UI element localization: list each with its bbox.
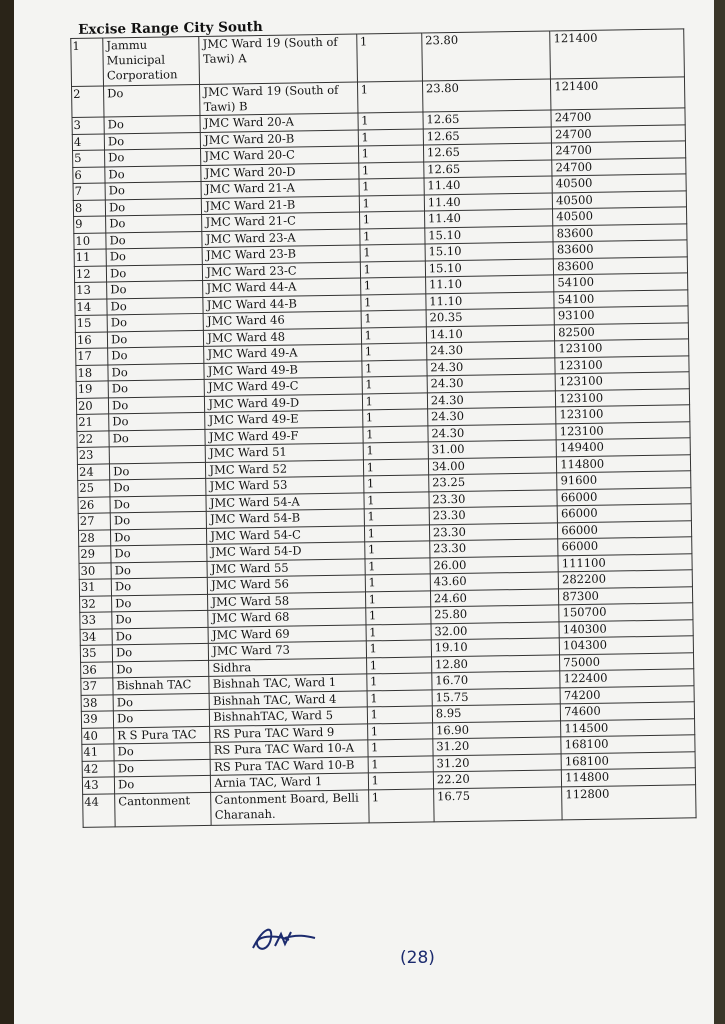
ward-name-cell: Sidhra [209,657,366,676]
count-cell: 1 [363,458,429,476]
row-number-cell: 4 [72,133,104,150]
count-cell: 1 [365,590,431,608]
row-number-cell: 19 [76,381,108,398]
count-cell: 1 [356,33,422,82]
count-cell: 1 [362,376,428,394]
row-number-cell: 12 [74,265,106,282]
ward-name-cell: JMC Ward 19 (South of Tawi) B [200,82,358,115]
ward-name-cell: JMC Ward 49-F [205,426,362,445]
count-cell: 1 [365,574,431,592]
ward-name-cell: RS Pura TAC Ward 9 [210,723,367,742]
value-cell: 19.10 [431,638,560,657]
value-cell: 24.30 [427,357,556,376]
ward-name-cell: JMC Ward 21-A [201,179,358,198]
ward-name-cell: JMC Ward 68 [208,608,365,627]
amount-cell: 114500 [561,718,695,737]
row-number-cell: 26 [78,496,110,513]
unit-name-cell: Do [106,231,203,249]
unit-name-cell: Do [104,84,201,117]
row-number-cell: 32 [80,595,112,612]
ward-name-cell: JMC Ward 56 [208,575,365,594]
ward-name-cell: Arnia TAC, Ward 1 [211,773,368,792]
amount-cell: 54100 [554,289,688,308]
count-cell: 1 [358,145,424,163]
amount-cell: 40500 [552,190,686,209]
ward-name-cell: JMC Ward 20-A [200,113,357,132]
count-cell: 1 [364,491,430,509]
count-cell: 1 [358,128,424,146]
value-cell: 23.30 [429,522,558,541]
count-cell: 1 [366,673,432,691]
row-number-cell: 2 [72,86,105,118]
row-number-cell: 15 [75,315,107,332]
value-cell: 23.80 [422,79,551,112]
unit-name-cell: Do [113,693,210,711]
amount-cell: 122400 [560,669,694,688]
unit-name-cell: Do [107,313,204,331]
row-number-cell: 11 [74,249,106,266]
unit-name-cell: Do [114,759,211,777]
row-number-cell: 25 [78,480,110,497]
value-cell: 31.20 [433,737,562,756]
row-number-cell: 10 [74,232,106,249]
count-cell: 1 [366,656,432,674]
page-number: (28) [400,948,435,968]
ward-name-cell: JMC Ward 49-B [204,360,361,379]
ward-name-cell: Bishnah TAC, Ward 1 [209,674,366,693]
ward-name-cell: JMC Ward 51 [206,443,363,462]
signature [245,920,325,960]
unit-name-cell: Do [113,709,210,727]
unit-name-cell: Do [106,264,203,282]
row-number-cell: 20 [76,397,108,414]
amount-cell: 24700 [551,124,685,143]
amount-cell: 24700 [551,108,685,127]
ward-name-cell: JMC Ward 48 [204,327,361,346]
amount-cell: 114800 [562,768,696,787]
value-cell: 12.65 [423,126,552,145]
count-cell: 1 [367,706,433,724]
ward-name-cell: JMC Ward 23-A [202,228,359,247]
amount-cell: 121400 [551,77,685,110]
row-number-cell: 7 [73,183,105,200]
value-cell: 8.95 [432,704,561,723]
row-number-cell: 8 [73,199,105,216]
row-number-cell: 5 [73,150,105,167]
unit-name-cell [109,445,206,463]
ward-name-cell: JMC Ward 53 [206,476,363,495]
count-cell: 1 [361,343,427,361]
amount-cell: 24700 [552,157,686,176]
row-number-cell: 16 [75,331,107,348]
amount-cell: 149400 [556,438,690,457]
count-cell: 1 [364,541,430,559]
value-cell: 43.60 [430,572,559,591]
ward-name-cell: JMC Ward 52 [206,459,363,478]
ward-name-cell: JMC Ward 49-C [205,377,362,396]
count-cell: 1 [359,178,425,196]
unit-name-cell: Do [114,742,211,760]
row-number-cell: 42 [82,760,114,777]
unit-name-cell: Do [106,247,203,265]
row-number-cell: 33 [80,612,112,629]
value-cell: 15.10 [425,225,554,244]
amount-cell: 83600 [553,240,687,259]
row-number-cell: 43 [82,777,114,794]
row-number-cell: 17 [76,348,108,365]
value-cell: 26.00 [430,555,559,574]
value-cell: 15.10 [425,258,554,277]
count-cell: 1 [361,359,427,377]
value-cell: 34.00 [428,456,557,475]
count-cell: 1 [360,277,426,295]
count-cell: 1 [363,425,429,443]
amount-cell: 83600 [553,223,687,242]
row-number-cell: 3 [72,117,104,134]
row-number-cell: 13 [75,282,107,299]
row-number-cell: 35 [80,645,112,662]
unit-name-cell: Do [113,660,210,678]
ward-name-cell: JMC Ward 46 [203,311,360,330]
count-cell: 1 [366,640,432,658]
row-number-cell: 38 [81,694,113,711]
ward-name-cell: JMC Ward 54-B [207,509,364,528]
count-cell: 1 [361,326,427,344]
ward-name-cell: JMC Ward 54-D [207,542,364,561]
row-number-cell: 44 [83,793,116,827]
unit-name-cell: Do [110,478,207,496]
count-cell: 1 [367,739,433,757]
amount-cell: 121400 [550,29,684,79]
ward-name-cell: JMC Ward 73 [209,641,366,660]
unit-name-cell: Do [105,148,202,166]
row-number-cell: 40 [82,727,114,744]
book-spine [0,0,14,1024]
amount-cell: 82500 [555,322,689,341]
amount-cell: 111100 [558,553,692,572]
value-cell: 24.30 [427,407,556,426]
row-number-cell: 37 [81,678,113,695]
count-cell: 1 [358,161,424,179]
row-number-cell: 31 [79,579,111,596]
value-cell: 32.00 [431,621,560,640]
ward-name-cell: RS Pura TAC Ward 10-A [210,740,367,759]
value-cell: 24.30 [427,390,556,409]
ward-name-cell: JMC Ward 20-B [201,129,358,148]
unit-name-cell: Do [114,775,211,793]
amount-cell: 66000 [558,537,692,556]
unit-name-cell: Do [107,297,204,315]
unit-name-cell: Do [112,643,209,661]
count-cell: 1 [368,788,434,822]
row-number-cell: 1 [71,38,104,86]
count-cell: 1 [357,81,423,113]
count-cell: 1 [360,293,426,311]
count-cell: 1 [366,623,432,641]
value-cell: 24.30 [428,423,557,442]
amount-cell: 74600 [561,702,695,721]
ward-name-cell: JMC Ward 19 (South of Tawi) A [199,34,357,84]
amount-cell: 123100 [555,372,689,391]
row-number-cell: 28 [78,529,110,546]
amount-cell: 87300 [559,586,693,605]
unit-name-cell: Do [107,280,204,298]
value-cell: 11.10 [425,275,554,294]
ward-name-cell: Bishnah TAC, Ward 4 [209,690,366,709]
unit-name-cell: Do [111,577,208,595]
value-cell: 11.40 [424,209,553,228]
amount-cell: 282200 [558,570,692,589]
value-cell: 16.75 [433,786,562,821]
unit-name-cell: Do [110,495,207,513]
value-cell: 16.70 [432,671,561,690]
unit-name-cell: Do [105,198,202,216]
row-number-cell: 14 [75,298,107,315]
ward-name-cell: JMC Ward 21-C [202,212,359,231]
row-number-cell: 36 [81,661,113,678]
count-cell: 1 [367,722,433,740]
value-cell: 24.30 [427,374,556,393]
row-number-cell: 41 [82,744,114,761]
row-number-cell: 39 [81,711,113,728]
amount-cell: 168100 [561,735,695,754]
amount-cell: 40500 [553,207,687,226]
unit-name-cell: Do [107,330,204,348]
unit-name-cell: Do [112,610,209,628]
count-cell: 1 [367,689,433,707]
value-cell: 23.30 [429,506,558,525]
page-header: Excise Range City South [77,18,263,38]
value-cell: 23.30 [429,489,558,508]
value-cell: 15.75 [432,687,561,706]
value-cell: 23.25 [429,473,558,492]
ward-name-cell: JMC Ward 21-B [202,195,359,214]
amount-cell: 83600 [554,256,688,275]
unit-name-cell: Do [110,511,207,529]
row-number-cell: 9 [74,216,106,233]
unit-name-cell: Do [106,214,203,232]
unit-name-cell: Do [112,594,209,612]
ward-name-cell: JMC Ward 23-C [203,261,360,280]
unit-name-cell: Do [109,412,206,430]
row-number-cell: 21 [77,414,109,431]
count-cell: 1 [365,557,431,575]
ward-name-cell: JMC Ward 49-A [204,344,361,363]
count-cell: 1 [359,227,425,245]
amount-cell: 123100 [555,339,689,358]
ward-name-cell: JMC Ward 49-E [205,410,362,429]
ward-name-cell: JMC Ward 44-B [203,294,360,313]
ward-name-cell: JMC Ward 69 [208,624,365,643]
amount-cell: 66000 [558,520,692,539]
count-cell: 1 [364,508,430,526]
amount-cell: 24700 [552,141,686,160]
table-body [71,29,696,827]
row-number-cell: 29 [79,546,111,563]
ward-name-cell: JMC Ward 54-C [207,525,364,544]
value-cell: 16.90 [432,720,561,739]
amount-cell: 123100 [556,388,690,407]
ward-name-cell: JMC Ward 58 [208,591,365,610]
value-cell: 12.65 [423,143,552,162]
count-cell: 1 [368,755,434,773]
amount-cell: 104300 [559,636,693,655]
amount-cell: 150700 [559,603,693,622]
count-cell: 1 [364,524,430,542]
unit-name-cell: Do [105,181,202,199]
count-cell: 1 [368,772,434,790]
amount-cell: 66000 [557,504,691,523]
unit-name-cell: Do [111,561,208,579]
amount-cell: 114800 [557,454,691,473]
value-cell: 12.65 [424,159,553,178]
unit-name-cell: Do [110,462,207,480]
amount-cell: 123100 [556,405,690,424]
amount-cell: 75000 [560,652,694,671]
amount-cell: 123100 [556,421,690,440]
count-cell: 1 [363,442,429,460]
value-cell: 11.40 [424,192,553,211]
unit-name-cell: Do [108,346,205,364]
ward-name-cell: JMC Ward 23-B [202,245,359,264]
value-cell: 24.30 [426,341,555,360]
unit-name-cell: Cantonment [115,792,212,827]
value-cell: 20.35 [426,308,555,327]
unit-name-cell: Do [108,363,205,381]
count-cell: 1 [360,260,426,278]
unit-name-cell: Do [112,627,209,645]
value-cell: 25.80 [431,605,560,624]
amount-cell: 54100 [554,273,688,292]
value-cell: 23.30 [430,539,559,558]
count-cell: 1 [360,244,426,262]
value-cell: 31.00 [428,440,557,459]
unit-name-cell: Do [109,429,206,447]
unit-name-cell: Bishnah TAC [113,676,210,694]
amount-cell: 93100 [554,306,688,325]
unit-name-cell: Do [108,396,205,414]
amount-cell: 168100 [561,751,695,770]
ward-name-cell: JMC Ward 55 [207,558,364,577]
ward-name-cell: BishnahTAC, Ward 5 [210,707,367,726]
licence-table [70,28,696,827]
amount-cell: 112800 [562,784,696,819]
count-cell: 1 [361,310,427,328]
value-cell: 14.10 [426,324,555,343]
value-cell: 23.80 [422,31,551,81]
amount-cell: 91600 [557,471,691,490]
row-number-cell: 6 [73,166,105,183]
unit-name-cell: Do [111,544,208,562]
ward-name-cell: JMC Ward 20-C [201,146,358,165]
value-cell: 31.20 [433,753,562,772]
row-number-cell: 30 [79,562,111,579]
amount-cell: 66000 [557,487,691,506]
ward-name-cell: JMC Ward 54-A [206,492,363,511]
ward-name-cell: JMC Ward 49-D [205,393,362,412]
amount-cell: 140300 [559,619,693,638]
count-cell: 1 [363,475,429,493]
value-cell: 11.40 [424,176,553,195]
ward-name-cell: Cantonment Board, Belli Charanah. [211,789,369,824]
value-cell: 15.10 [425,242,554,261]
unit-name-cell: Do [104,115,201,133]
ward-name-cell: JMC Ward 44-A [203,278,360,297]
amount-cell: 123100 [555,355,689,374]
row-number-cell: 18 [76,364,108,381]
value-cell: 12.80 [431,654,560,673]
ward-name-cell: JMC Ward 20-D [201,162,358,181]
value-cell: 11.10 [426,291,555,310]
amount-cell: 40500 [552,174,686,193]
amount-cell: 74200 [560,685,694,704]
unit-name-cell: Jammu Municipal Corporation [103,36,200,86]
row-number-cell: 22 [77,430,109,447]
value-cell: 24.60 [430,588,559,607]
unit-name-cell: Do [111,528,208,546]
row-number-cell: 23 [77,447,109,464]
unit-name-cell: Do [105,165,202,183]
count-cell: 1 [362,409,428,427]
count-cell: 1 [365,607,431,625]
count-cell: 1 [362,392,428,410]
value-cell: 22.20 [433,770,562,789]
row-number-cell: 34 [80,628,112,645]
unit-name-cell: Do [108,379,205,397]
unit-name-cell: R S Pura TAC [114,726,211,744]
count-cell: 1 [358,112,424,130]
count-cell: 1 [359,194,425,212]
unit-name-cell: Do [104,132,201,150]
ward-name-cell: RS Pura TAC Ward 10-B [210,756,367,775]
row-number-cell: 24 [77,463,109,480]
count-cell: 1 [359,211,425,229]
row-number-cell: 27 [78,513,110,530]
value-cell: 12.65 [423,110,552,129]
